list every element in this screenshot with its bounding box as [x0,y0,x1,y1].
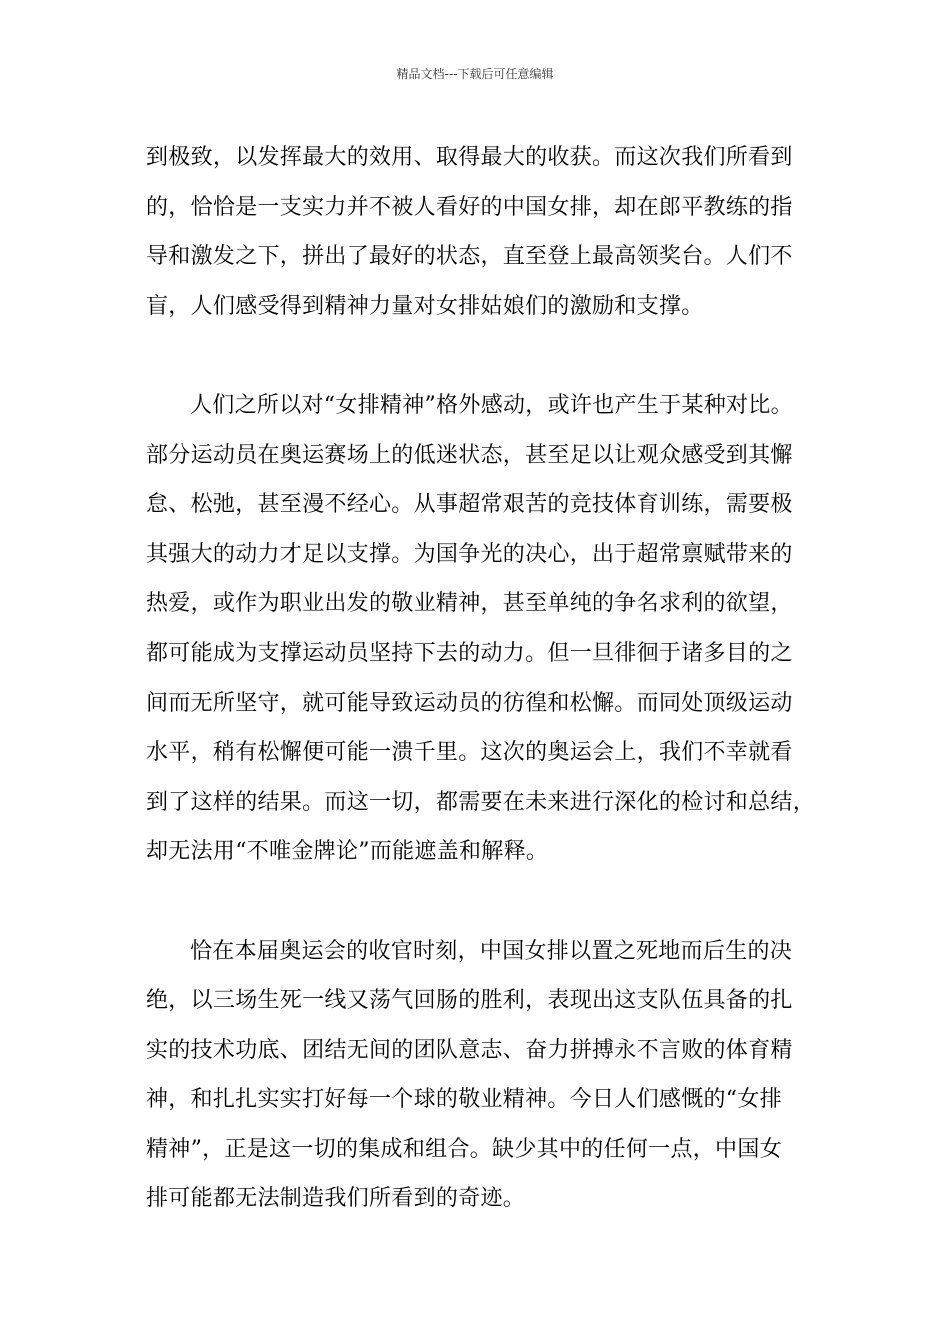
page-header: 精品文档---下载后可任意编辑 [396,67,554,81]
text-line: 恰在本届奥运会的收官时刻，中国女排以置之死地而后生的决 [190,938,793,964]
text-line: 其强大的动力才足以支撑。为国争光的决心，出于超常禀赋带来的 [146,541,793,567]
text-line: 绝，以三场生死一线又荡气回肠的胜利，表现出这支队伍具备的扎 [146,988,793,1014]
paragraph-3 [146,927,816,1225]
paragraph-1 [146,133,816,331]
text-line: 神，和扎扎实实打好每一个球的敬业精神。今日人们感慨的“女排 [146,1087,782,1113]
text-line: 实的技术功底、团结无间的团队意志、奋力拼搏永不言败的体育精 [146,1037,793,1063]
text-line: 人们之所以对“女排精神”格外感动，或许也产生于某种对比。 [190,392,793,418]
text-line: 都可能成为支撑运动员坚持下去的动力。但一旦徘徊于诸多目的之 [146,640,793,666]
text-line: 热爱，或作为职业出发的敬业精神，甚至单纯的争名求利的欲望， [146,591,793,617]
text-line: 精神”，正是这一切的集成和组合。缺少其中的任何一点，中国女 [146,1136,782,1162]
text-line: 到了这样的结果。而这一切，都需要在未来进行深化的检讨和总结， [146,789,816,815]
paragraph-2 [146,381,816,877]
text-line: 间而无所坚守，就可能导致运动员的彷徨和松懈。而同处顶级运动 [146,690,793,716]
text-line: 的，恰恰是一支实力并不被人看好的中国女排，却在郎平教练的指 [146,194,793,220]
paragraph-spacer [146,331,816,381]
text-line: 盲，人们感受得到精神力量对女排姑娘们的激励和支撑。 [146,293,704,319]
document-body [146,133,816,1224]
text-line: 导和激发之下，拼出了最好的状态，直至登上最高领奖台。人们不 [146,244,793,270]
text-line: 部分运动员在奥运赛场上的低迷状态，甚至足以让观众感受到其懈 [146,442,793,468]
text-line: 水平，稍有松懈便可能一溃千里。这次的奥运会上，我们不幸就看 [146,740,793,766]
text-line: 却无法用“不唯金牌论”而能遮盖和解释。 [146,839,549,865]
paragraph-spacer [146,877,816,927]
text-line: 排可能都无法制造我们所看到的奇迹。 [146,1186,526,1212]
text-line: 怠、松弛，甚至漫不经心。从事超常艰苦的竞技体育训练，需要极 [146,492,793,518]
text-line: 到极致，以发挥最大的效用、取得最大的收获。而这次我们所看到 [146,145,793,170]
